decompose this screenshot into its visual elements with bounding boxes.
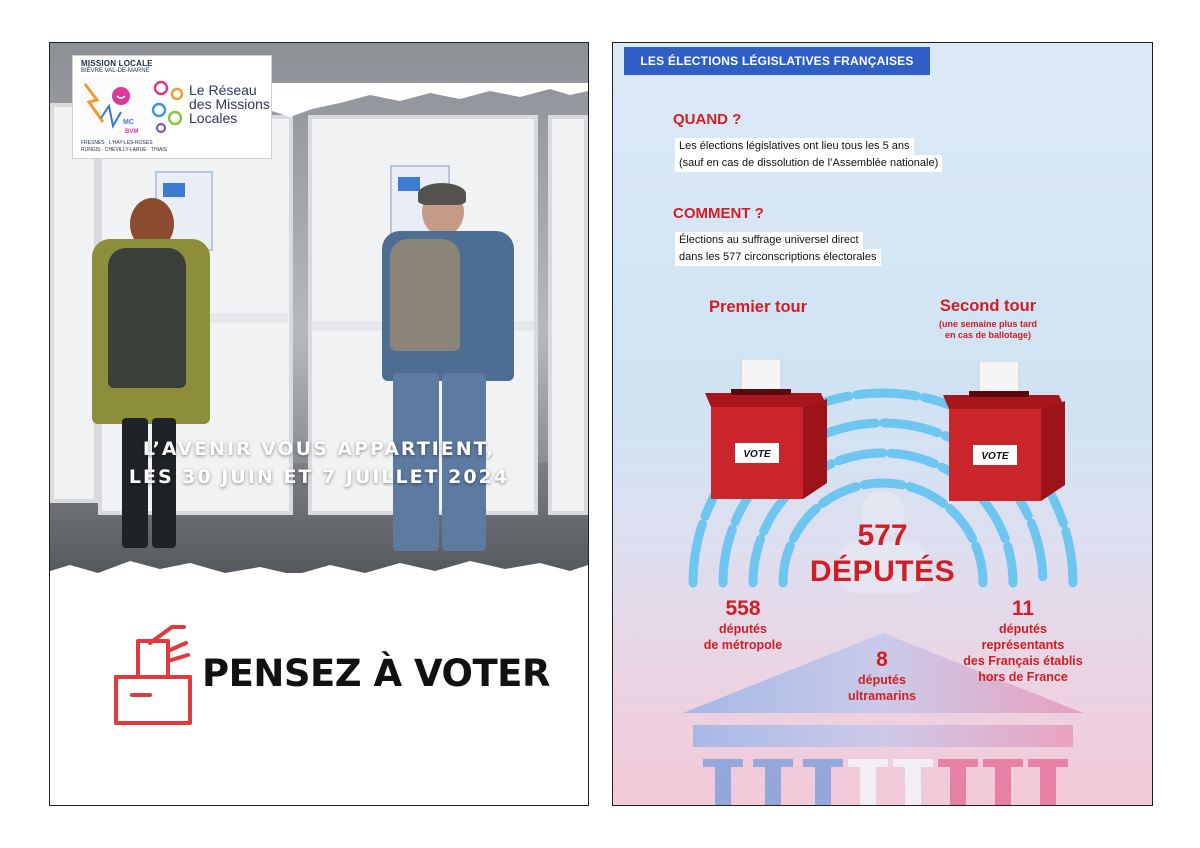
mission-locale-title: MISSION LOCALE <box>81 59 153 68</box>
mission-locale-artwork-icon <box>81 78 143 138</box>
reseau-missions-locales-name <box>189 83 273 125</box>
section-banner: LES ÉLECTIONS LÉGISLATIVES FRANÇAISES <box>624 47 930 75</box>
comment-title: COMMENT ? <box>673 205 764 222</box>
call-to-action <box>50 573 588 805</box>
total-deputes-number: 577 <box>857 519 908 552</box>
reseau-line-3: Locales <box>189 110 238 126</box>
comment-text <box>675 232 881 266</box>
stat-etranger-line-1: députés <box>999 622 1047 636</box>
stat-metropole-label <box>673 621 813 653</box>
reseau-line-2: des Missions <box>189 96 270 112</box>
mission-locale-towns-2: RUNGIS · CHEVILLY-LARUE · THIAIS <box>81 147 168 153</box>
ballot-box-premier-tour <box>701 359 831 509</box>
ballot-box-icon <box>701 359 831 509</box>
second-tour-note-line-1: (une semaine plus tard <box>938 319 1038 329</box>
quand-title: QUAND ? <box>673 111 742 128</box>
stat-etranger-label <box>938 621 1108 685</box>
stat-metropole-line-1: députés <box>719 622 767 636</box>
stat-ultramarins-line-1: députés <box>858 673 906 687</box>
comment-line-2: dans les 577 circonscriptions électorales <box>675 249 881 266</box>
stat-ultramarins-number: 8 <box>876 648 888 671</box>
flyer-left-page <box>49 42 589 806</box>
second-tour-note <box>913 319 1063 341</box>
headline-line-2: LES 30 JUIN ET 7 JUILLET 2024 <box>128 466 510 488</box>
stat-metropole-line-2: de métropole <box>703 638 783 652</box>
ballot-label-premier: VOTE <box>743 449 771 460</box>
svg-text:MC: MC <box>123 119 134 126</box>
ballot-box-hand-icon <box>110 621 196 727</box>
flyer-right-page <box>612 42 1153 806</box>
pensez-a-voter-text: PENSEZ À VOTER <box>202 652 550 695</box>
ballot-box-icon <box>939 361 1069 511</box>
stat-ultramarins-line-2: ultramarins <box>847 689 917 703</box>
ballot-label-second: VOTE <box>981 451 1009 462</box>
mission-locale-towns-1: FRESNES · L'HAY-LES-ROSES <box>81 140 153 146</box>
mission-locale-subtitle: BIÈVRE VAL-DE-MARNE <box>81 68 150 74</box>
stat-etranger-line-2: représentants <box>981 638 1065 652</box>
quand-line-1: Les élections législatives ont lieu tous les 5 ans <box>675 138 914 155</box>
second-tour-note-line-2: en cas de ballotage) <box>944 330 1032 340</box>
ballot-box-second-tour <box>939 361 1069 511</box>
stat-ultramarins-label <box>812 672 952 704</box>
quand-line-2: (sauf en cas de dissolution de l’Assemblée nationale) <box>675 155 942 172</box>
reseau-circles-icon <box>149 78 189 134</box>
premier-tour-label: Premier tour <box>708 298 808 316</box>
headline <box>50 435 588 491</box>
stat-etranger-line-3: des Français établis <box>963 654 1083 668</box>
comment-line-1: Élections au suffrage universel direct <box>675 232 863 249</box>
stat-metropole-number: 558 <box>725 597 761 620</box>
quand-text <box>675 138 942 172</box>
stat-etranger-number: 11 <box>1011 597 1035 620</box>
stat-etranger-line-4: hors de France <box>978 670 1068 684</box>
second-tour-label: Second tour <box>939 297 1037 315</box>
svg-text:BVM: BVM <box>125 129 139 135</box>
mission-locale-logo <box>72 55 272 159</box>
reseau-line-1: Le Réseau <box>189 82 257 98</box>
total-deputes-label: DÉPUTÉS <box>809 555 956 588</box>
headline-line-1: L’AVENIR VOUS APPARTIENT, <box>142 438 496 460</box>
